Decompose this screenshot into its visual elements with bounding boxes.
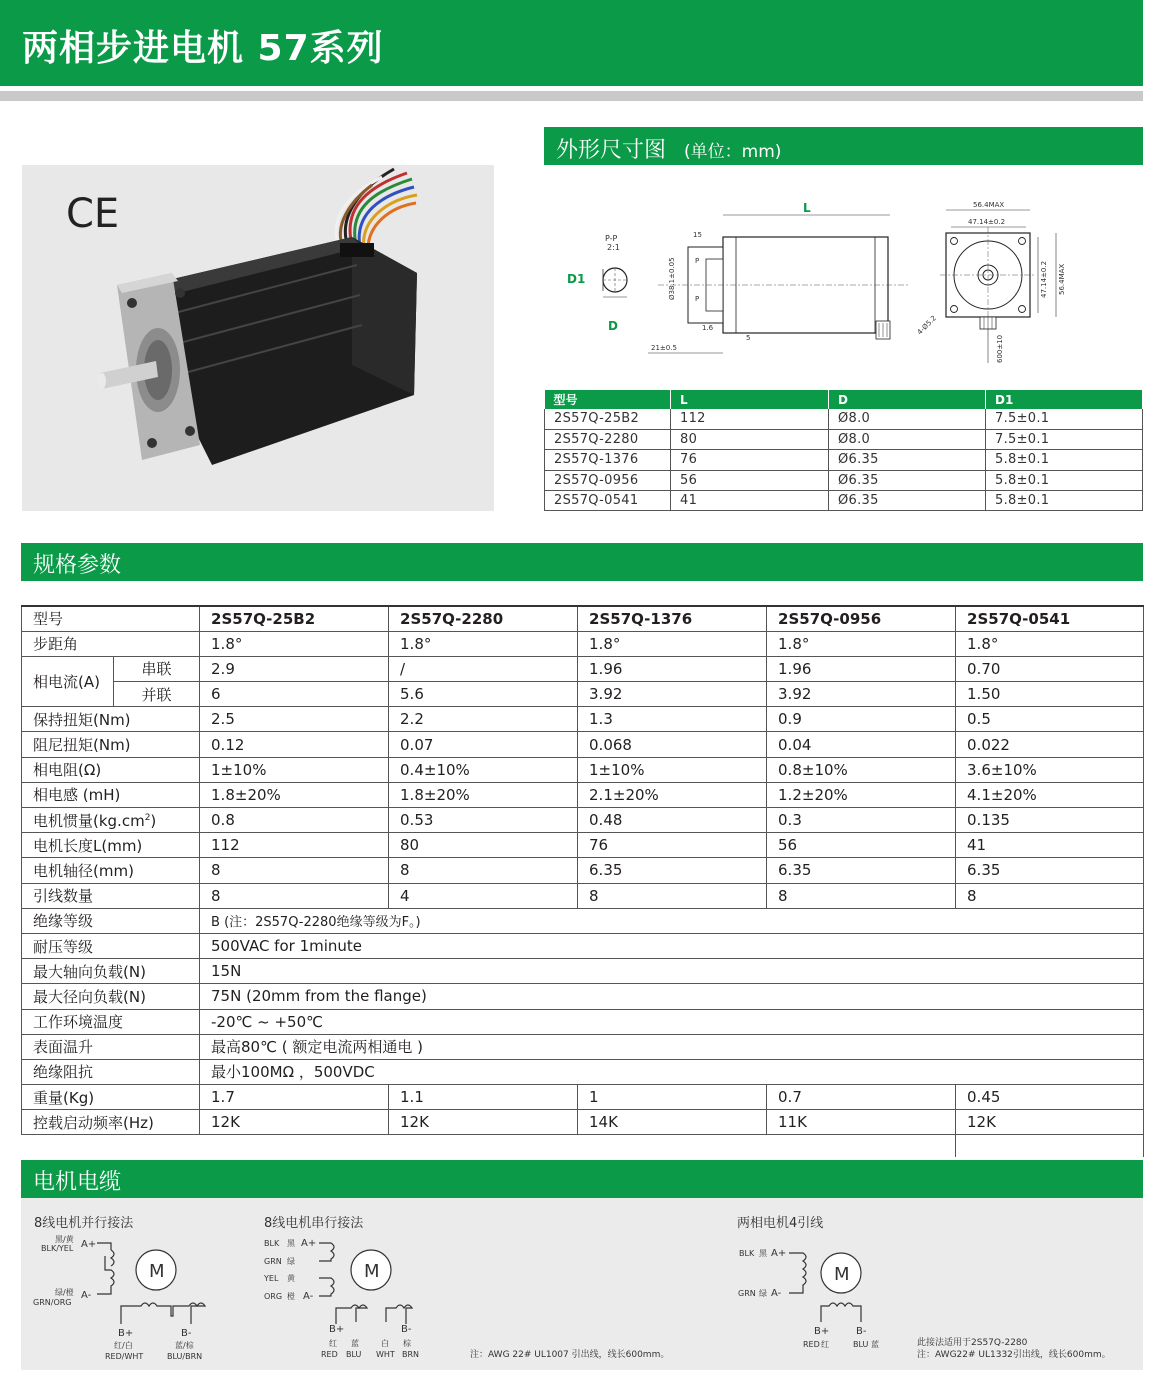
- model-name: 2S57Q-25B2: [200, 606, 389, 631]
- spec-value: 8: [200, 858, 389, 883]
- cell: 41: [671, 491, 829, 511]
- cable-heading: [21, 1160, 1143, 1198]
- svg-text:ORG: ORG: [264, 1292, 283, 1301]
- spec-value: 0.4±10%: [389, 757, 578, 782]
- table-row: [545, 470, 1143, 490]
- cell: 5.8±0.1: [986, 491, 1143, 511]
- cell: Ø6.35: [829, 450, 986, 470]
- spec-value: 1.1: [389, 1085, 578, 1110]
- spec-sublabel: 串联: [114, 656, 200, 681]
- cell: 2S57Q-0956: [545, 470, 671, 490]
- spec-label: 重量(Kg): [22, 1085, 200, 1110]
- spec-row-leads: [22, 883, 1144, 908]
- svg-text:A-: A-: [771, 1288, 782, 1299]
- spec-value: 8: [389, 858, 578, 883]
- spec-value: 0.07: [389, 732, 578, 757]
- model-name: 2S57Q-1376: [578, 606, 767, 631]
- svg-text:蓝: 蓝: [351, 1339, 359, 1348]
- spec-value: 0.9: [767, 707, 956, 732]
- spec-label: 相电感 (mH): [22, 782, 200, 807]
- spec-value: 1±10%: [200, 757, 389, 782]
- series-wiring: [263, 1238, 419, 1359]
- spec-value: 8: [200, 883, 389, 908]
- spec-label: 步距角: [22, 631, 200, 656]
- p-label-2: P: [695, 295, 700, 303]
- lead-length-label: 600±10: [996, 334, 1004, 363]
- spec-row-detent-torque: [22, 732, 1144, 757]
- cell: 2S57Q-1376: [545, 450, 671, 470]
- spec-row-radial-load: [22, 984, 1144, 1009]
- spec-row-spacer: [22, 1135, 1144, 1157]
- spec-value: 2.2: [389, 707, 578, 732]
- spec-row-step-angle: [22, 631, 1144, 656]
- svg-text:GRN: GRN: [738, 1289, 756, 1298]
- spec-value: 14K: [578, 1110, 767, 1135]
- spec-value: 0.022: [956, 732, 1144, 757]
- d1-label: D1: [567, 272, 586, 286]
- spec-value: 12K: [389, 1110, 578, 1135]
- spec-value: 8: [578, 883, 767, 908]
- max-v-label: 56.4MAX: [1058, 263, 1066, 295]
- svg-text:B-: B-: [401, 1324, 412, 1335]
- spec-row-resistance: [22, 757, 1144, 782]
- five-label: 5: [746, 334, 751, 342]
- spec-row-model: [22, 606, 1144, 631]
- spec-value: 2.9: [200, 656, 389, 681]
- col-l: L: [671, 390, 829, 409]
- table-row: [545, 491, 1143, 511]
- svg-text:M: M: [364, 1261, 380, 1282]
- svg-text:BLK: BLK: [264, 1239, 280, 1248]
- spec-label: 耐压等级: [22, 933, 200, 958]
- spec-value: 8: [767, 883, 956, 908]
- spec-label: 电机长度L(mm): [22, 833, 200, 858]
- spec-value: 0.48: [578, 808, 767, 833]
- svg-text:红/白: 红/白: [114, 1341, 133, 1350]
- cable-title: 电机电缆: [33, 1170, 122, 1195]
- col-model: 型号: [545, 390, 671, 409]
- spec-value: 1.8°: [389, 631, 578, 656]
- model-dimension-table: [544, 390, 1143, 511]
- spec-value: 1.96: [767, 656, 956, 681]
- spec-value: 0.12: [200, 732, 389, 757]
- spec-value: 0.70: [956, 656, 1144, 681]
- cell: 5.8±0.1: [986, 450, 1143, 470]
- spec-label: 保持扭矩(Nm): [22, 707, 200, 732]
- cell: 7.5±0.1: [986, 409, 1143, 429]
- svg-text:蓝/棕: 蓝/棕: [175, 1341, 194, 1350]
- spec-label: 表面温升: [22, 1034, 200, 1059]
- l-label: L: [803, 201, 811, 215]
- spec-value: 4: [389, 883, 578, 908]
- spec-label: 电机惯量$(kg.cm^2)$: [22, 808, 200, 833]
- spec-label: 工作环境温度: [22, 1009, 200, 1034]
- spec-value: 112: [200, 833, 389, 858]
- shaft-dim-label: Ø38.1±0.05: [668, 257, 676, 300]
- svg-text:RED: RED: [321, 1350, 338, 1359]
- spec-value: 0.3: [767, 808, 956, 833]
- four-wire-title: 两相电机4引线: [737, 1216, 824, 1231]
- spec-value: 11K: [767, 1110, 956, 1135]
- col-d1: D1: [986, 390, 1143, 409]
- svg-text:BLU: BLU: [853, 1340, 869, 1349]
- svg-text:红: 红: [821, 1340, 829, 1349]
- svg-text:B+: B+: [814, 1326, 830, 1337]
- spec-row-start-freq: [22, 1110, 1144, 1135]
- spec-label: 相电流(A): [22, 656, 114, 706]
- spec-value: 6: [200, 682, 389, 707]
- parallel-title: 8线电机并行接法: [34, 1216, 134, 1231]
- spec-value: /: [389, 656, 578, 681]
- spec-value: 1.8±20%: [200, 782, 389, 807]
- model-name: 2S57Q-0541: [956, 606, 1144, 631]
- cell: 80: [671, 429, 829, 449]
- cell: 2S57Q-2280: [545, 429, 671, 449]
- spec-row-holding-torque: [22, 707, 1144, 732]
- spec-label: 最大轴向负载(N): [22, 959, 200, 984]
- spec-row-current-series: [22, 656, 1144, 681]
- cell: 7.5±0.1: [986, 429, 1143, 449]
- spec-value: 4.1±20%: [956, 782, 1144, 807]
- spec-row-ambient: [22, 1009, 1144, 1034]
- svg-text:B-: B-: [181, 1328, 192, 1339]
- title-divider: [0, 91, 1143, 101]
- one-six-label: 1.6: [702, 324, 714, 332]
- spec-value: 75N (20mm from the flange): [200, 984, 1144, 1009]
- svg-text:A+: A+: [301, 1238, 317, 1249]
- spec-value: 1.8°: [956, 631, 1144, 656]
- spec-value: 0.04: [767, 732, 956, 757]
- spec-label: 控载启动频率(Hz): [22, 1110, 200, 1135]
- svg-text:B+: B+: [118, 1328, 134, 1339]
- cell: Ø6.35: [829, 491, 986, 511]
- dimensions-unit: (单位：mm): [684, 142, 782, 162]
- note-4wire-1: 此接法适用于2S57Q-2280: [917, 1338, 1028, 1348]
- dimension-drawing: [548, 185, 1138, 365]
- svg-text:A-: A-: [81, 1290, 92, 1301]
- spec-value: 5.6: [389, 682, 578, 707]
- table-row: [545, 450, 1143, 470]
- parallel-wiring: [33, 1234, 205, 1361]
- svg-text:黑: 黑: [287, 1239, 295, 1248]
- spec-value: 76: [578, 833, 767, 858]
- four-wire-wiring: [738, 1248, 879, 1349]
- svg-text:A-: A-: [303, 1291, 314, 1302]
- spec-value: 80: [389, 833, 578, 858]
- spec-value: 1.3: [578, 707, 767, 732]
- spec-row-inertia: [22, 808, 1144, 833]
- p-label: P: [695, 257, 700, 265]
- spec-value: 1.8°: [578, 631, 767, 656]
- spec-value: 500VAC for 1minute: [200, 933, 1144, 958]
- svg-text:黑: 黑: [759, 1249, 767, 1258]
- cell: 112: [671, 409, 829, 429]
- spec-value: 0.45: [956, 1085, 1144, 1110]
- spec-value: 1±10%: [578, 757, 767, 782]
- col-d: D: [829, 390, 986, 409]
- spec-value: B (注：2S57Q-2280绝缘等级为F。): [200, 908, 1144, 933]
- spec-label: 阻尼扭矩(Nm): [22, 732, 200, 757]
- spec-value: 12K: [200, 1110, 389, 1135]
- spec-value: 2.1±20%: [578, 782, 767, 807]
- spec-label: 绝缘等级: [22, 908, 200, 933]
- max-label: 56.4MAX: [973, 201, 1005, 209]
- spec-value: 2.5: [200, 707, 389, 732]
- table-row: [545, 429, 1143, 449]
- spec-value: 0.53: [389, 808, 578, 833]
- pp-label: P-P: [605, 234, 618, 243]
- svg-text:棕: 棕: [403, 1339, 411, 1348]
- spec-label: 型号: [22, 606, 200, 631]
- spec-label: 绝缘阻抗: [22, 1059, 200, 1084]
- spec-value: 0.5: [956, 707, 1144, 732]
- svg-text:橙: 橙: [287, 1292, 295, 1301]
- svg-text:GRN: GRN: [264, 1257, 282, 1266]
- spec-value: 0.7: [767, 1085, 956, 1110]
- twentyone-label: 21±0.5: [651, 344, 677, 352]
- spec-value: -20℃ ~ +50℃: [200, 1009, 1144, 1034]
- spec-label: 最大径向负载(N): [22, 984, 200, 1009]
- cell: 76: [671, 450, 829, 470]
- svg-text:黄: 黄: [287, 1274, 295, 1283]
- spec-value: 3.92: [767, 682, 956, 707]
- spec-row-current-parallel: [22, 682, 1144, 707]
- product-photo: [22, 165, 494, 511]
- cell: Ø8.0: [829, 429, 986, 449]
- spec-label: 电机轴径(mm): [22, 858, 200, 883]
- model-table-header: [545, 390, 1143, 409]
- spec-row-weight: [22, 1085, 1144, 1110]
- svg-text:BLK/YEL: BLK/YEL: [41, 1244, 74, 1253]
- table-row: [545, 409, 1143, 429]
- spec-sublabel: 并联: [114, 682, 200, 707]
- spec-value: 41: [956, 833, 1144, 858]
- spec-value: 8: [956, 883, 1144, 908]
- cable-diagrams: [21, 1198, 1143, 1370]
- svg-text:RED/WHT: RED/WHT: [105, 1352, 144, 1361]
- specs-title: 规格参数: [33, 553, 122, 578]
- svg-text:绿: 绿: [759, 1289, 767, 1298]
- spec-value: 0.8±10%: [767, 757, 956, 782]
- specs-heading: [21, 543, 1143, 581]
- svg-text:蓝: 蓝: [871, 1340, 879, 1349]
- model-name: 2S57Q-0956: [767, 606, 956, 631]
- spec-value: 最小100MΩ ，500VDC: [200, 1059, 1144, 1084]
- spec-value: 56: [767, 833, 956, 858]
- spec-value: 12K: [956, 1110, 1144, 1135]
- ce-mark: CE: [66, 191, 120, 237]
- svg-text:BLU/BRN: BLU/BRN: [167, 1352, 203, 1361]
- spec-row-axial-load: [22, 959, 1144, 984]
- model-name: 2S57Q-2280: [389, 606, 578, 631]
- spec-value: 1.8°: [767, 631, 956, 656]
- cell: 56: [671, 470, 829, 490]
- dimensions-heading: [544, 127, 1143, 165]
- note-8wire: 注：AWG 22# UL1007 引出线，线长600mm。: [470, 1350, 670, 1360]
- svg-text:BLU: BLU: [346, 1350, 362, 1359]
- svg-text:绿: 绿: [287, 1257, 295, 1266]
- svg-text:黑/黄: 黑/黄: [55, 1235, 74, 1244]
- spec-value: 3.92: [578, 682, 767, 707]
- svg-text:GRN/ORG: GRN/ORG: [33, 1298, 72, 1307]
- svg-text:RED: RED: [803, 1340, 820, 1349]
- spec-value: 最高80℃ ( 额定电流两相通电 ): [200, 1034, 1144, 1059]
- spec-value: 1.7: [200, 1085, 389, 1110]
- page-title: 两相步进电机 57系列: [22, 28, 384, 69]
- svg-text:M: M: [834, 1264, 850, 1285]
- spec-value: 1.50: [956, 682, 1144, 707]
- svg-text:白: 白: [381, 1339, 389, 1348]
- cell: Ø8.0: [829, 409, 986, 429]
- svg-text:A+: A+: [771, 1248, 787, 1259]
- dimensions-title: 外形尺寸图: [556, 138, 667, 163]
- spec-value: 1.8°: [200, 631, 389, 656]
- spec-row-insulation-resistance: [22, 1059, 1144, 1084]
- spec-value: 0.8: [200, 808, 389, 833]
- spec-value: 6.35: [578, 858, 767, 883]
- ratio-label: 2:1: [607, 243, 620, 252]
- spec-value: 1: [578, 1085, 767, 1110]
- svg-text:YEL: YEL: [264, 1274, 279, 1283]
- spec-value: 3.6±10%: [956, 757, 1144, 782]
- svg-text:M: M: [149, 1261, 165, 1282]
- spec-value: 0.068: [578, 732, 767, 757]
- pitch-label: 47.14±0.2: [968, 218, 1006, 226]
- spec-row-length: [22, 833, 1144, 858]
- spec-row-dielectric: [22, 933, 1144, 958]
- pitch-v-label: 47.14±0.2: [1040, 260, 1048, 298]
- spec-row-insulation-class: [22, 908, 1144, 933]
- fifteen-label: 15: [693, 231, 702, 239]
- spec-row-shaft: [22, 858, 1144, 883]
- svg-text:红: 红: [329, 1339, 337, 1348]
- spec-row-inductance: [22, 782, 1144, 807]
- svg-text:绿/橙: 绿/橙: [55, 1288, 74, 1297]
- spec-value: 0.135: [956, 808, 1144, 833]
- d-label: D: [608, 319, 618, 333]
- svg-text:BLK: BLK: [739, 1249, 755, 1258]
- cell: 2S57Q-0541: [545, 491, 671, 511]
- svg-text:B+: B+: [329, 1324, 345, 1335]
- cell: 2S57Q-25B2: [545, 409, 671, 429]
- spec-value: 6.35: [767, 858, 956, 883]
- spec-value: 1.96: [578, 656, 767, 681]
- svg-text:B-: B-: [856, 1326, 867, 1337]
- spec-value: 1.2±20%: [767, 782, 956, 807]
- spec-row-temp-rise: [22, 1034, 1144, 1059]
- spec-label: 引线数量: [22, 883, 200, 908]
- holes-label: 4-Ø5.2: [915, 314, 939, 337]
- cell: Ø6.35: [829, 470, 986, 490]
- svg-text:WHT: WHT: [376, 1350, 395, 1359]
- spec-value: 6.35: [956, 858, 1144, 883]
- svg-text:A+: A+: [81, 1239, 97, 1250]
- title-bar: [0, 0, 1143, 86]
- series-title: 8线电机串行接法: [264, 1216, 364, 1231]
- svg-text:BRN: BRN: [402, 1350, 420, 1359]
- cell: 5.8±0.1: [986, 470, 1143, 490]
- note-4wire-2: 注：AWG22# UL1332引出线，线长600mm。: [917, 1350, 1111, 1360]
- spec-table: [21, 605, 1144, 1157]
- spec-value: 1.8±20%: [389, 782, 578, 807]
- wiring-diagrams: [21, 1198, 1143, 1370]
- spec-label: 相电阻(Ω): [22, 757, 200, 782]
- spec-value: 15N: [200, 959, 1144, 984]
